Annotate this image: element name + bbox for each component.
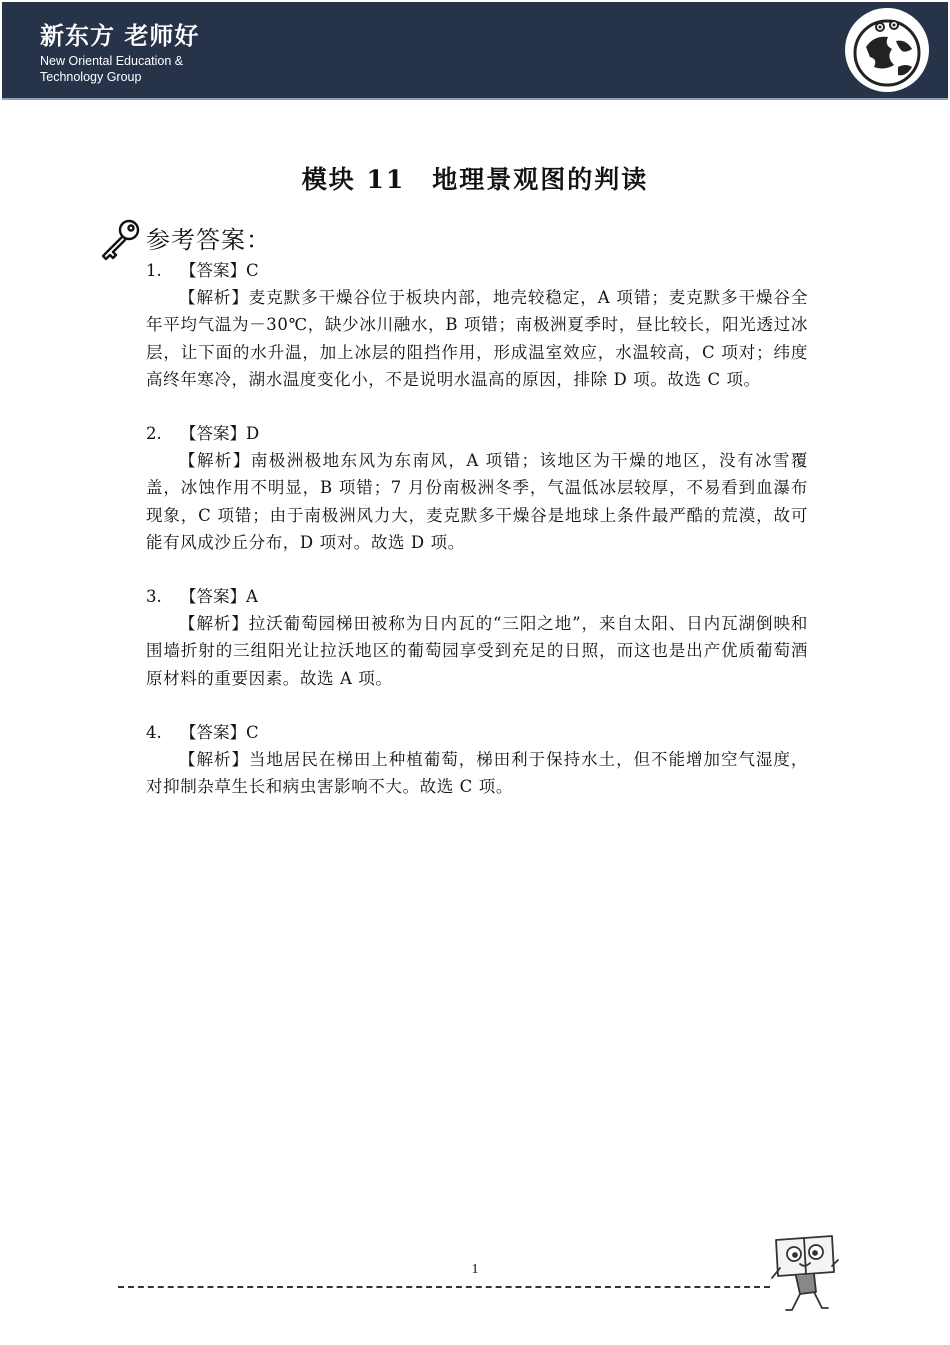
answer-analysis: 【解析】当地居民在梯田上种植葡萄，梯田利于保持水土，但不能增加空气湿度，对抑制杂草生长和病虫害影响不大。故选 C 项。 — [146, 750, 808, 797]
footer-divider — [118, 1286, 770, 1288]
answer-list — [146, 257, 808, 827]
question-number: 1. — [146, 261, 162, 280]
answer-item — [146, 719, 808, 801]
answer-analysis: 【解析】麦克默多干燥谷位于板块内部，地壳较稳定，A 项错；麦克默多干燥谷全年平均气温为－30℃，缺少冰川融水，B 项错；南极洲夏季时，昼比较长，阳光透过冰层，让下面的水升温，加上冰层的阻挡作用，形成温室效应，水温较高，C 项对；纬度高终年寒冷，湖水温度变化小，不是说明水温高的原因，排除 D 项。故选 C 项。 — [146, 288, 808, 389]
answer-line — [146, 420, 808, 447]
page-header — [2, 2, 948, 100]
answer-key: 【答案】D — [180, 424, 260, 444]
book-mascot-icon — [770, 1232, 840, 1316]
brand-name-en-line1: New Oriental Education & — [40, 54, 184, 68]
answer-item — [146, 257, 808, 393]
answer-analysis: 【解析】南极洲极地东风为东南风，A 项错；该地区为干燥的地区，没有冰雪覆盖，冰蚀作用不明显，B 项错；7 月份南极洲冬季，气温低冰层较厚，不易看到血瀑布现象，C 项错；由于南极洲风力大，麦克默多干燥谷是地球上条件最严酷的荒漠，故可能有风成沙丘分布，D 项对。故选 D 项。 — [146, 451, 808, 552]
answer-key: 【答案】C — [180, 722, 259, 742]
question-number: 3. — [146, 587, 162, 607]
brand-name-cn: 新东方 老师好 — [40, 22, 200, 50]
page-title: 模块 11 地理景观图的判读 — [301, 165, 649, 194]
page-number: 1 — [471, 1262, 479, 1277]
answer-line — [146, 257, 808, 284]
reference-answer-label: 参考答案： — [146, 226, 271, 254]
answer-key: 【答案】A — [180, 587, 258, 607]
answer-line — [146, 583, 808, 610]
key-icon — [98, 216, 144, 262]
brand-name-en-line2: Technology Group — [40, 70, 142, 84]
answer-item — [146, 583, 808, 692]
answer-item — [146, 420, 808, 556]
brand-name-en — [40, 53, 183, 85]
answer-line — [146, 719, 808, 746]
globe-face-logo-icon — [844, 7, 930, 93]
question-number: 4. — [146, 722, 162, 742]
answer-key: 【答案】C — [180, 261, 259, 280]
answer-analysis: 【解析】拉沃葡萄园梯田被称为日内瓦的“三阳之地”，来自太阳、日内瓦湖倒映和围墙折射的三组阳光让拉沃地区的葡萄园享受到充足的日照，而这也是出产优质葡萄酒原材料的重要因素。故选 A 项。 — [146, 614, 808, 688]
question-number: 2. — [146, 424, 162, 444]
